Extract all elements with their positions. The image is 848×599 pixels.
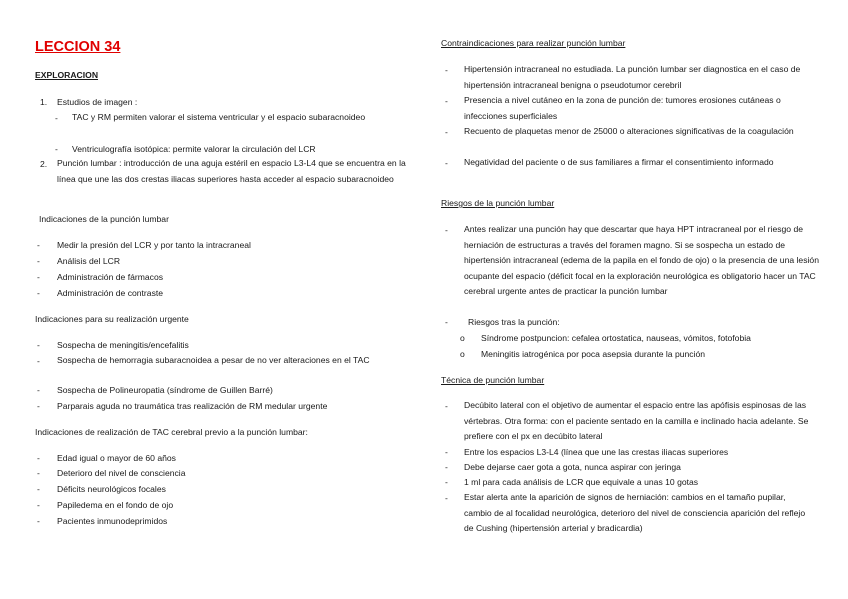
list-item: Pacientes inmunodeprimidos [57, 516, 168, 526]
list-item: Administración de fármacos [57, 272, 164, 282]
section-heading: Indicaciones de realización de TAC cerebral previo a la punción lumbar: [35, 427, 308, 437]
section-heading: Riesgos de la punción lumbar [441, 198, 555, 208]
list-item: Meningitis iatrogénica por poca asepsia durante la punción [481, 349, 706, 359]
list-bullet: - [37, 340, 40, 350]
list-item: Hipertensión intracraneal no estudiada. La punción lumbar ser diagnostica en el caso de hipertensión intracraneal benigna o pseudotumor cerebril [464, 64, 801, 90]
list-item: Debe dejarse caer gota a gota, nunca aspirar con jeringa [464, 462, 681, 472]
list-item: Antes realizar una punción hay que descartar que haya HPT intracraneal por el riesgo de herniación de estructuras a través del foramen magno. Si se sospecha un estado de hipertensión intracraneal (edema de la papila en el fondo de ojo) o la presencia de una lesión ocupante del espacio (déficit focal en la exploración neurológica es obligatorio hacer un TAC cerebral urgente antes de practicar la punción lumbar [464, 224, 819, 296]
list-item: Negatividad del paciente o de sus familiares a firmar el consentimiento informado [464, 157, 774, 167]
list-item: Sospecha de Polineuropatia (síndrome de Guillen Barré) [57, 385, 273, 395]
list-item: Déficits neurológicos focales [57, 484, 166, 494]
list-bullet: - [37, 516, 40, 526]
list-number: 1. [40, 97, 48, 107]
list-item: Medir la presión del LCR y por tanto la intracraneal [57, 240, 251, 250]
list-item: Papiledema en el fondo de ojo [57, 500, 174, 510]
list-bullet: - [37, 500, 40, 510]
list-bullet: - [55, 144, 58, 154]
list-bullet: - [37, 256, 40, 266]
list-item: Administración de contraste [57, 288, 164, 298]
list-bullet: - [37, 272, 40, 282]
list-item: Síndrome postpuncion: cefalea ortostatica, nauseas, vómitos, fotofobia [481, 333, 751, 343]
page-title: LECCION 34 [35, 39, 121, 55]
list-bullet: - [55, 113, 58, 123]
list-bullet: - [37, 401, 40, 411]
section-heading: Contraindicaciones para realizar punción lumbar [441, 38, 626, 48]
list-bullet: - [445, 493, 448, 503]
list-bullet: - [445, 127, 448, 137]
list-item: TAC y RM permiten valorar el sistema ventricular y el espacio subaracnoideo [72, 112, 366, 122]
section-subtitle: EXPLORACION [35, 70, 99, 80]
list-item: Deterioro del nivel de consciencia [57, 468, 186, 478]
list-item: Análisis del LCR [57, 256, 121, 266]
list-item: Decúbito lateral con el objetivo de aumentar el espacio entre las apófisis espinosas de las vértebras. Otra forma: con el paciente sentado en la camilla e inclinado hacia adelante. Se prefiere con el px en decúbito lateral [464, 400, 809, 441]
section-heading: Indicaciones para su realización urgente [35, 314, 189, 324]
section-heading: Indicaciones de la punción lumbar [39, 214, 169, 224]
list-bullet: - [37, 453, 40, 463]
list-bullet-circle: o [460, 349, 465, 359]
list-bullet: - [37, 385, 40, 395]
list-item: Sospecha de meningitis/encefalitis [57, 340, 189, 350]
list-bullet: - [37, 288, 40, 298]
list-item: Estudios de imagen : [57, 97, 138, 107]
list-item: Entre los espacios L3-L4 (línea que une las crestas iliacas superiores [464, 447, 729, 457]
list-bullet: - [37, 240, 40, 250]
list-item: Riesgos tras la punción: [468, 317, 560, 327]
section-heading: Técnica de punción lumbar [441, 375, 545, 385]
list-bullet: - [445, 225, 448, 235]
list-item: Presencia a nivel cutáneo en la zona de punción de: tumores erosiones cutáneas o infecciones superficiales [464, 95, 781, 121]
list-bullet: - [37, 468, 40, 478]
list-bullet: - [445, 96, 448, 106]
list-bullet: - [445, 462, 448, 472]
list-bullet: - [445, 158, 448, 168]
list-bullet: - [37, 356, 40, 366]
list-bullet: - [445, 447, 448, 457]
list-item: Ventriculografía isotópica: permite valorar la circulación del LCR [72, 144, 316, 154]
list-item: Punción lumbar : introducción de una aguja estéril en espacio L3-L4 que se encuentra en la línea que une las dos crestas iliacas superiores hasta acceder al espacio subaracnoideo [57, 158, 406, 184]
list-number: 2. [40, 159, 48, 169]
list-item: Parparais aguda no traumática tras realización de RM medular urgente [57, 401, 328, 411]
list-bullet: - [445, 477, 448, 487]
list-item: Recuento de plaquetas menor de 25000 o alteraciones significativas de la coagulación [464, 126, 794, 136]
list-bullet: - [445, 65, 448, 75]
list-item: Sospecha de hemorragia subaracnoidea a pesar de no ver alteraciones en el TAC [57, 355, 370, 365]
list-bullet: - [37, 484, 40, 494]
list-item: Estar alerta ante la aparición de signos de herniación: cambios en el tamaño pupilar, cambio de al focalidad neurológica, deterioro del nivel de consciencia aparición del reflejo de Cushing (hipertensión arterial y bradicardia) [464, 492, 806, 533]
list-item: 1 ml para cada análisis de LCR que equivale a unas 10 gotas [464, 477, 699, 487]
list-bullet: - [445, 401, 448, 411]
list-bullet-circle: o [460, 333, 465, 343]
list-item: Edad igual o mayor de 60 años [57, 453, 176, 463]
list-bullet: - [445, 317, 448, 327]
